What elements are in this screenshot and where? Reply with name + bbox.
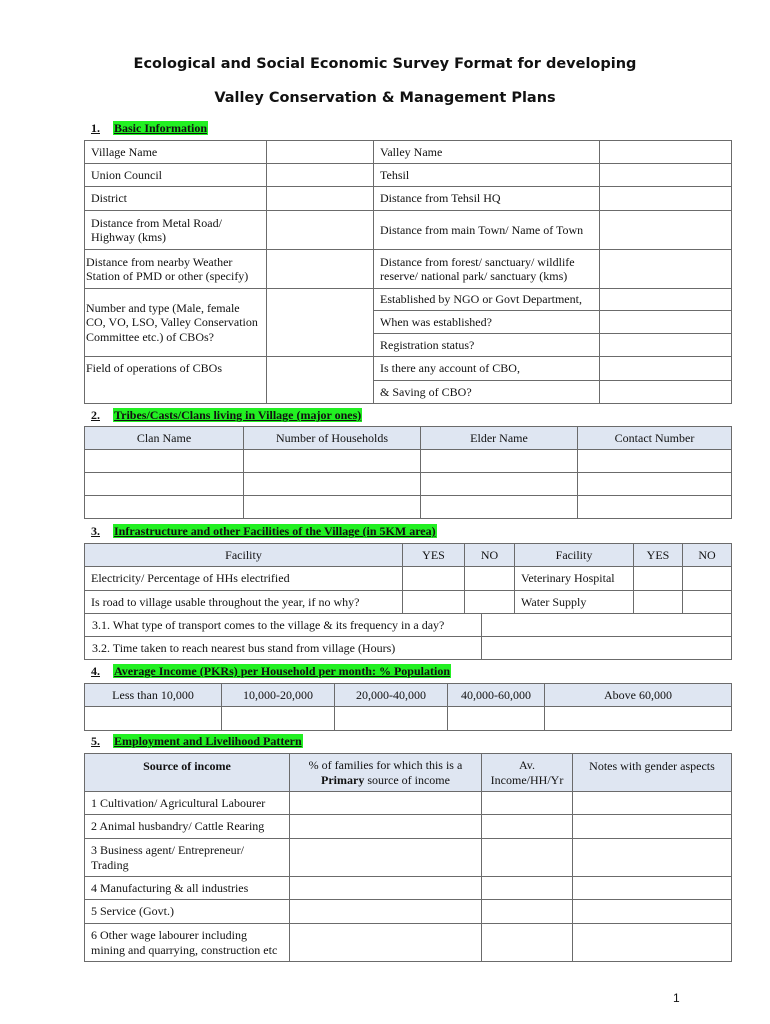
- table-row: [85, 792, 732, 815]
- cbo-account-label: Is there any account of CBO,: [374, 357, 600, 381]
- clans-table: [84, 426, 732, 519]
- elder-name-header: Elder Name: [421, 427, 578, 450]
- district-field[interactable]: [267, 187, 374, 211]
- cbo-saving-label: & Saving of CBO?: [374, 381, 600, 404]
- notes-cell[interactable]: [573, 924, 732, 962]
- section-3-heading: [91, 524, 437, 539]
- distance-main-town-field[interactable]: [600, 211, 732, 250]
- income-band-cell[interactable]: [545, 707, 732, 731]
- table-row: [85, 900, 732, 924]
- document-subtitle: Valley Conservation & Management Plans: [214, 90, 556, 106]
- clan-name-cell[interactable]: [85, 473, 244, 496]
- income-source-label: 3 Business agent/ Entrepreneur/ Trading: [85, 839, 290, 877]
- field-operations-label: Field of operations of CBOs: [85, 357, 267, 404]
- gender-notes-header: Notes with gender aspects: [573, 754, 732, 792]
- primary-source-header-text: % of families for which this is a: [308, 758, 463, 772]
- road-no-cell[interactable]: [465, 591, 515, 614]
- contact-number-cell[interactable]: [578, 473, 732, 496]
- bus-stand-time-field[interactable]: [482, 637, 732, 660]
- income-band-header: 10,000-20,000: [222, 684, 335, 707]
- when-established-field[interactable]: [600, 311, 732, 334]
- registration-status-field[interactable]: [600, 334, 732, 357]
- table-row: [85, 839, 732, 877]
- income-band-cell[interactable]: [222, 707, 335, 731]
- section-title: Basic Information: [114, 121, 207, 135]
- no-header: NO: [683, 544, 732, 567]
- table-row: [85, 707, 732, 731]
- distance-main-town-label: Distance from main Town/ Name of Town: [374, 211, 600, 250]
- primary-source-header: [290, 754, 482, 792]
- income-source-label: 1 Cultivation/ Agricultural Labourer: [85, 792, 290, 815]
- section-number: 3.: [91, 524, 100, 538]
- village-name-label: Village Name: [85, 141, 267, 164]
- section-number: 4.: [91, 664, 100, 678]
- avg-income-cell[interactable]: [482, 877, 573, 900]
- cbo-number-type-label: Number and type (Male, female CO, VO, LSO, Valley Conservation Committee etc.) of CBOs?: [85, 289, 267, 357]
- tehsil-label: Tehsil: [374, 164, 600, 187]
- section-number: 2.: [91, 408, 100, 422]
- households-cell[interactable]: [244, 450, 421, 473]
- income-band-header: Above 60,000: [545, 684, 732, 707]
- distance-tehsil-hq-label: Distance from Tehsil HQ: [374, 187, 600, 211]
- distance-weather-station-field[interactable]: [267, 250, 374, 289]
- section-number: 5.: [91, 734, 100, 748]
- section-number: 1.: [91, 121, 100, 135]
- transport-question: 3.1. What type of transport comes to the village & its frequency in a day?: [85, 614, 482, 637]
- pct-cell[interactable]: [290, 839, 482, 877]
- union-council-field[interactable]: [267, 164, 374, 187]
- electricity-yes-cell[interactable]: [403, 567, 465, 591]
- income-band-cell[interactable]: [448, 707, 545, 731]
- table-row: [85, 815, 732, 839]
- pct-cell[interactable]: [290, 792, 482, 815]
- valley-name-label: Valley Name: [374, 141, 600, 164]
- distance-forest-field[interactable]: [600, 250, 732, 289]
- primary-source-header-text: source of income: [367, 772, 450, 787]
- notes-cell[interactable]: [573, 792, 732, 815]
- established-by-label: Established by NGO or Govt Department,: [374, 289, 600, 311]
- yes-header: YES: [634, 544, 683, 567]
- village-name-field[interactable]: [267, 141, 374, 164]
- distance-weather-station-label: Distance from nearby Weather Station of PMD or other (specify): [85, 250, 267, 289]
- clan-name-cell[interactable]: [85, 496, 244, 519]
- table-row: [85, 450, 732, 473]
- table-row: [85, 924, 732, 962]
- avg-income-cell[interactable]: [482, 900, 573, 924]
- households-cell[interactable]: [244, 473, 421, 496]
- no-header: NO: [465, 544, 515, 567]
- electricity-no-cell[interactable]: [465, 567, 515, 591]
- table-row: [85, 877, 732, 900]
- document-title: Ecological and Social Economic Survey Format for developing: [133, 56, 637, 72]
- elder-name-cell[interactable]: [421, 496, 578, 519]
- primary-word: Primary: [321, 772, 365, 787]
- cbo-number-type-field[interactable]: [267, 289, 374, 357]
- page-number: 1: [673, 991, 680, 1005]
- water-no-cell[interactable]: [683, 591, 732, 614]
- bus-stand-time-question: 3.2. Time taken to reach nearest bus stand from village (Hours): [85, 637, 482, 660]
- income-source-label: 6 Other wage labourer including mining and quarrying, construction etc: [85, 924, 290, 962]
- distance-metal-road-label: Distance from Metal Road/ Highway (kms): [85, 211, 267, 250]
- union-council-label: Union Council: [85, 164, 267, 187]
- when-established-label: When was established?: [374, 311, 600, 334]
- cbo-account-field[interactable]: [600, 357, 732, 381]
- contact-number-header: Contact Number: [578, 427, 732, 450]
- section-4-heading: [91, 664, 451, 679]
- income-band-header: Less than 10,000: [85, 684, 222, 707]
- transport-questions-table: [84, 613, 732, 660]
- avg-income-header: Av. Income/HH/Yr: [482, 754, 573, 792]
- income-table: [84, 683, 732, 731]
- established-by-field[interactable]: [600, 289, 732, 311]
- electricity-label: Electricity/ Percentage of HHs electrified: [85, 567, 403, 591]
- infrastructure-table: [84, 543, 732, 614]
- clan-name-header: Clan Name: [85, 427, 244, 450]
- section-2-heading: [91, 408, 362, 423]
- water-yes-cell[interactable]: [634, 591, 683, 614]
- income-source-label: 5 Service (Govt.): [85, 900, 290, 924]
- table-row: [85, 496, 732, 519]
- distance-metal-road-field[interactable]: [267, 211, 374, 250]
- section-title: Employment and Livelihood Pattern: [114, 734, 302, 748]
- distance-tehsil-hq-field[interactable]: [600, 187, 732, 211]
- valley-name-field[interactable]: [600, 141, 732, 164]
- section-1-heading: [91, 121, 208, 136]
- avg-income-cell[interactable]: [482, 924, 573, 962]
- pct-cell[interactable]: [290, 924, 482, 962]
- households-cell[interactable]: [244, 496, 421, 519]
- facility-header: Facility: [85, 544, 403, 567]
- notes-cell[interactable]: [573, 877, 732, 900]
- avg-income-cell[interactable]: [482, 839, 573, 877]
- veterinary-yes-cell[interactable]: [634, 567, 683, 591]
- notes-cell[interactable]: [573, 839, 732, 877]
- section-title: Average Income (PKRs) per Household per month: % Population: [114, 664, 450, 678]
- income-source-label: 4 Manufacturing & all industries: [85, 877, 290, 900]
- yes-header: YES: [403, 544, 465, 567]
- elder-name-cell[interactable]: [421, 450, 578, 473]
- section-title: Tribes/Casts/Clans living in Village (major ones): [114, 408, 362, 422]
- avg-income-cell[interactable]: [482, 792, 573, 815]
- road-yes-cell[interactable]: [403, 591, 465, 614]
- pct-cell[interactable]: [290, 815, 482, 839]
- water-supply-label: Water Supply: [515, 591, 634, 614]
- registration-status-label: Registration status?: [374, 334, 600, 357]
- income-band-header: 20,000-40,000: [335, 684, 448, 707]
- veterinary-hospital-label: Veterinary Hospital: [515, 567, 634, 591]
- distance-forest-label: Distance from forest/ sanctuary/ wildlife reserve/ national park/ sanctuary (kms): [374, 250, 600, 289]
- table-row: [85, 473, 732, 496]
- section-5-heading: [91, 734, 303, 749]
- notes-cell[interactable]: [573, 815, 732, 839]
- source-of-income-header: Source of income: [85, 754, 290, 792]
- facility-header: Facility: [515, 544, 634, 567]
- income-band-cell[interactable]: [85, 707, 222, 731]
- income-source-label: 2 Animal husbandry/ Cattle Rearing: [85, 815, 290, 839]
- cbo-saving-field[interactable]: [600, 381, 732, 404]
- pct-cell[interactable]: [290, 900, 482, 924]
- pct-cell[interactable]: [290, 877, 482, 900]
- avg-income-cell[interactable]: [482, 815, 573, 839]
- households-header: Number of Households: [244, 427, 421, 450]
- income-band-header: 40,000-60,000: [448, 684, 545, 707]
- elder-name-cell[interactable]: [421, 473, 578, 496]
- field-operations-field[interactable]: [267, 357, 374, 404]
- employment-table: [84, 753, 732, 962]
- notes-cell[interactable]: [573, 900, 732, 924]
- income-band-cell[interactable]: [335, 707, 448, 731]
- tehsil-field[interactable]: [600, 164, 732, 187]
- road-usable-label: Is road to village usable throughout the year, if no why?: [85, 591, 403, 614]
- district-label: District: [85, 187, 267, 211]
- section-title: Infrastructure and other Facilities of the Village (in 5KM area): [114, 524, 436, 538]
- clan-name-cell[interactable]: [85, 450, 244, 473]
- contact-number-cell[interactable]: [578, 496, 732, 519]
- basic-info-table: [84, 140, 732, 404]
- veterinary-no-cell[interactable]: [683, 567, 732, 591]
- transport-answer-field[interactable]: [482, 614, 732, 637]
- contact-number-cell[interactable]: [578, 450, 732, 473]
